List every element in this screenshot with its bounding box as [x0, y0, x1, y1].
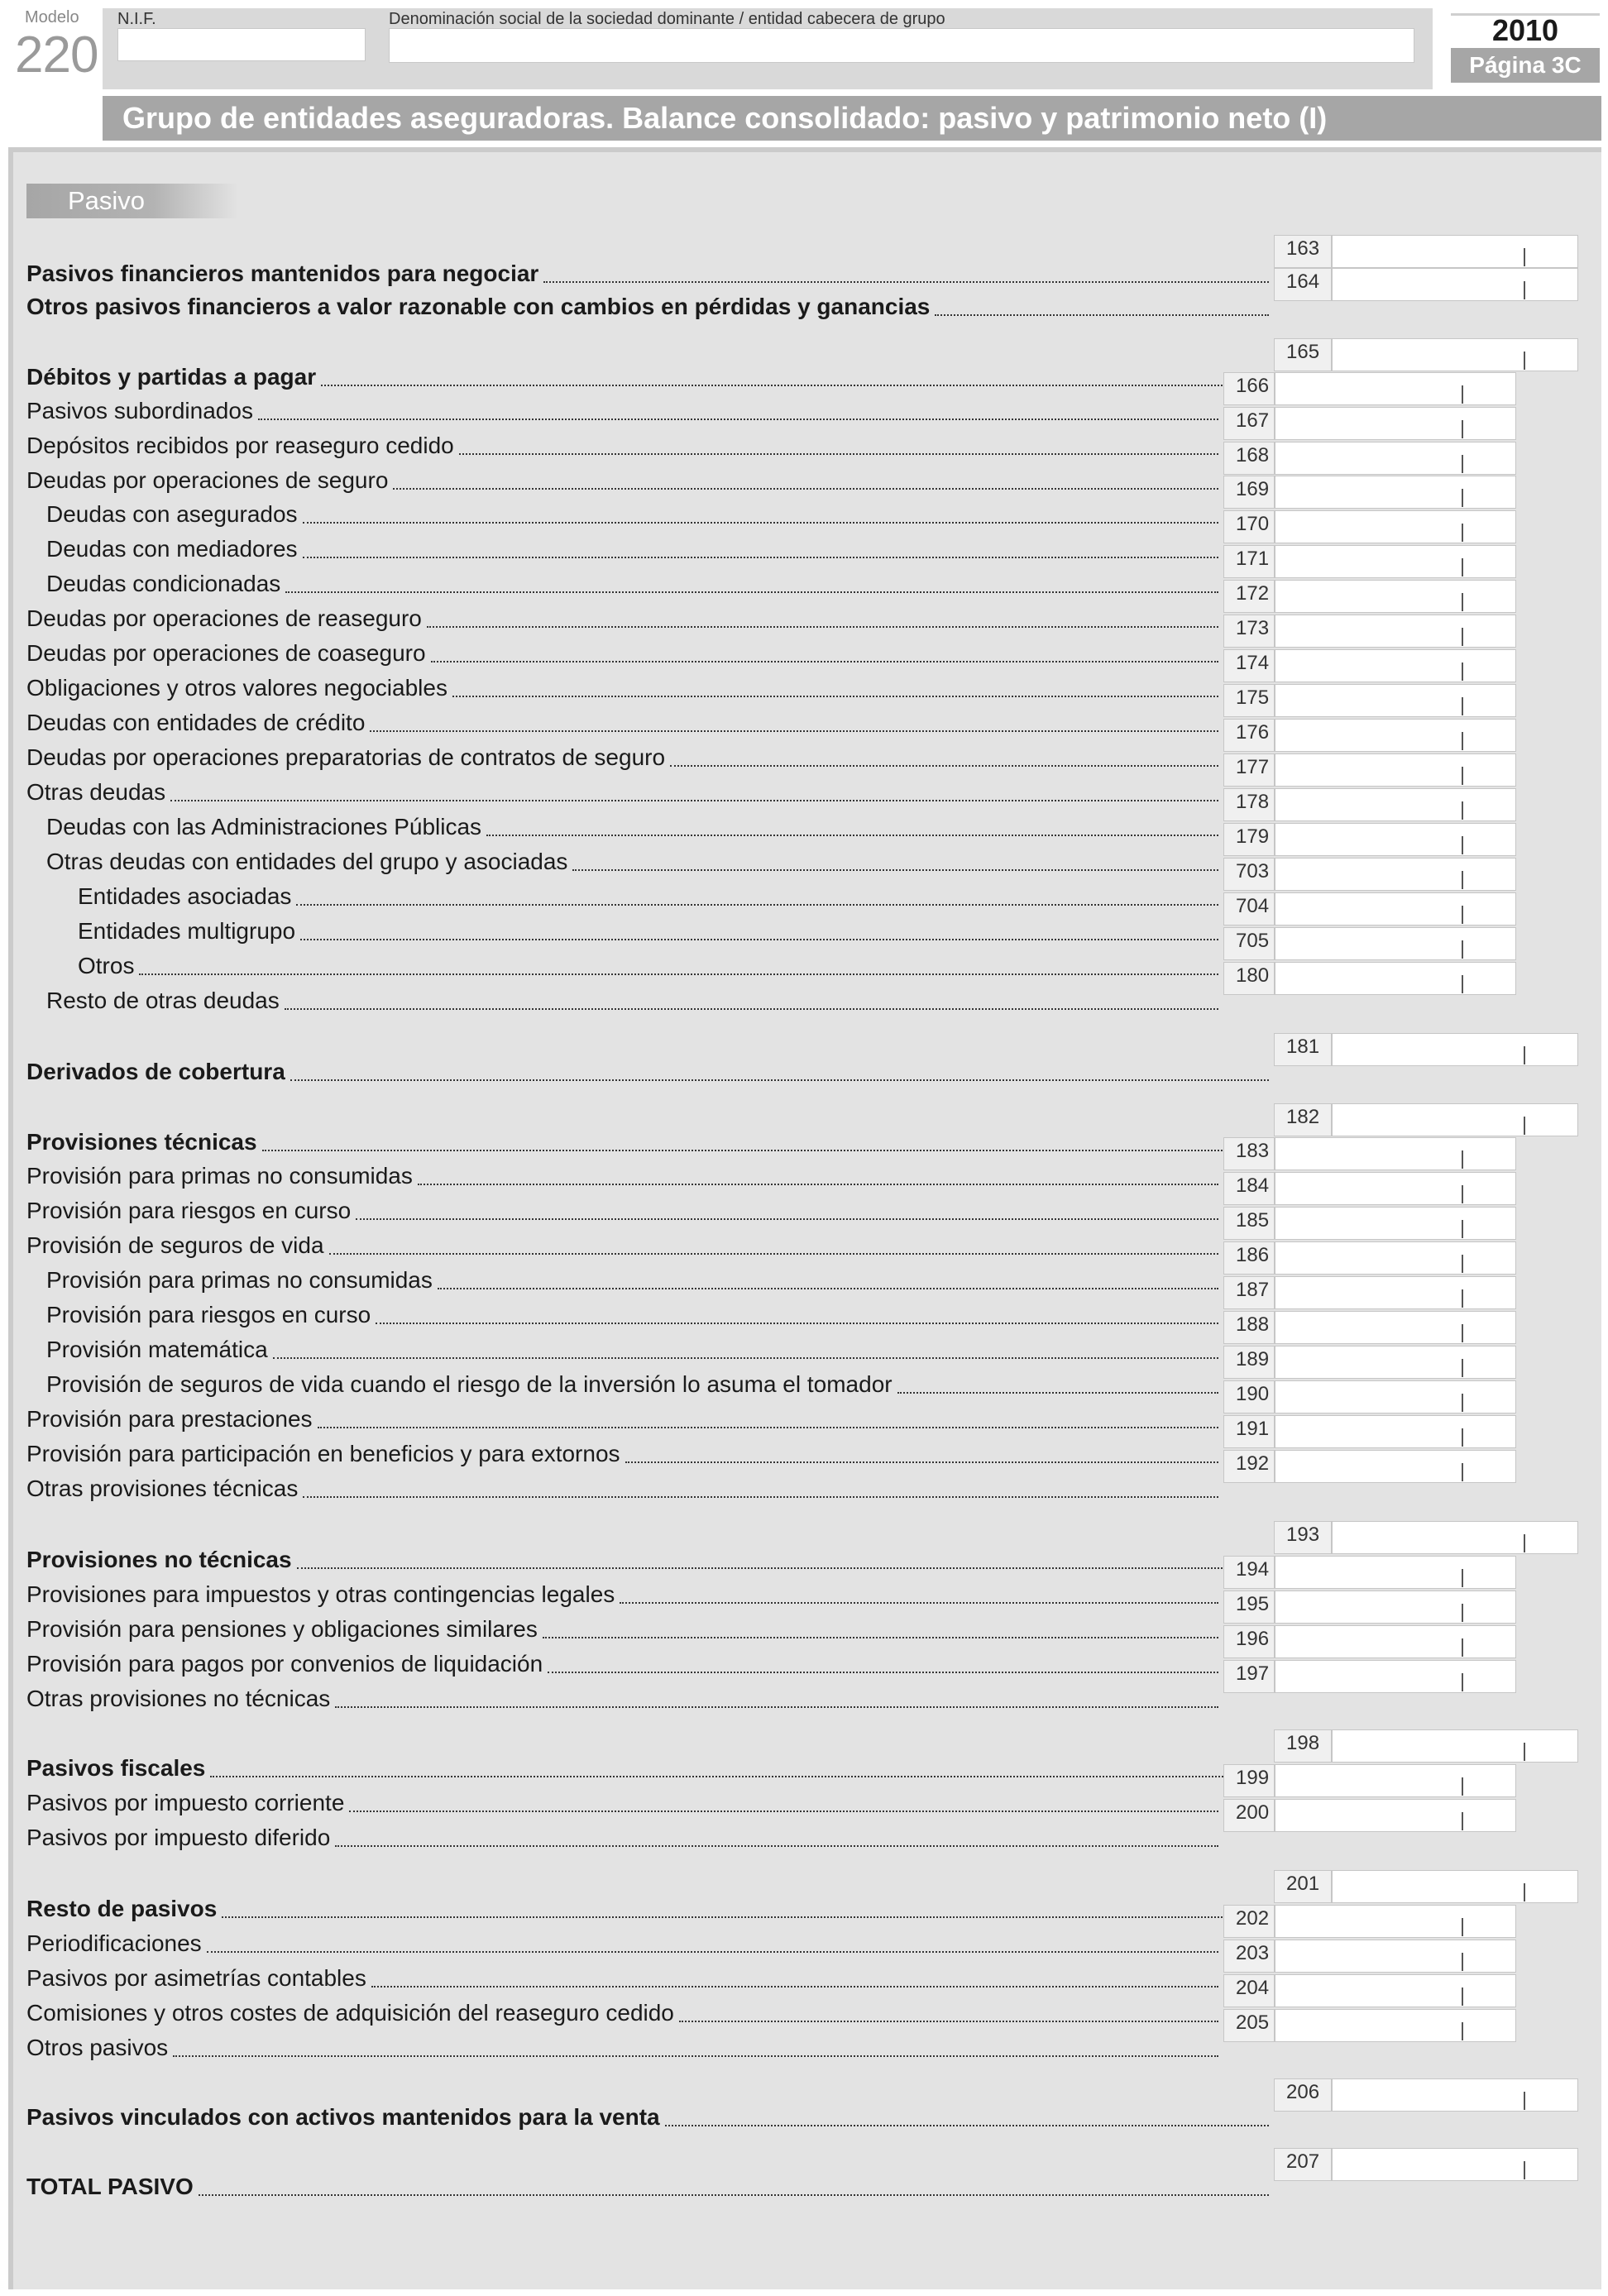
company-name-label: Denominación social de la sociedad dominante / entidad cabecera de grupo: [389, 10, 945, 28]
row-label-202: Periodificaciones: [26, 1930, 202, 1956]
dot-leader-197: [335, 1706, 1218, 1708]
decimal-separator-174: [1462, 662, 1463, 681]
row-label-195: Provisión para pensiones y obligaciones similares: [26, 1616, 538, 1642]
amount-field-190[interactable]: [1275, 1380, 1516, 1413]
amount-field-191[interactable]: [1275, 1415, 1516, 1448]
amount-field-183[interactable]: [1275, 1137, 1516, 1170]
dot-leader-173: [431, 661, 1218, 662]
dot-leader-176: [670, 765, 1218, 767]
amount-field-198[interactable]: [1332, 1729, 1578, 1763]
row-label-170: Deudas con mediadores: [46, 536, 298, 562]
box-code-194: 194: [1223, 1556, 1275, 1589]
dot-leader-194: [620, 1602, 1218, 1604]
row-label-201: Resto de pasivos: [26, 1896, 218, 1921]
dot-leader-195: [543, 1637, 1218, 1638]
dot-leader-203: [371, 1986, 1218, 1987]
decimal-separator-171: [1462, 558, 1463, 576]
amount-field-704[interactable]: [1275, 892, 1516, 926]
row-label-199: Pasivos por impuesto corriente: [26, 1790, 345, 1815]
box-code-175: 175: [1223, 684, 1275, 717]
box-code-205: 205: [1223, 2009, 1275, 2042]
decimal-separator-177: [1462, 767, 1463, 785]
decimal-separator-165: [1524, 352, 1525, 370]
row-label-191: Provisión para participación en beneficios y para extornos: [26, 1441, 620, 1466]
dot-leader-174: [452, 696, 1218, 697]
box-code-178: 178: [1223, 788, 1275, 821]
decimal-separator-186: [1462, 1255, 1463, 1273]
decimal-separator-201: [1524, 1883, 1525, 1901]
amount-field-187[interactable]: [1275, 1276, 1516, 1309]
amount-field-197[interactable]: [1275, 1660, 1516, 1693]
amount-field-192[interactable]: [1275, 1450, 1516, 1483]
row-label-194: Provisiones para impuestos y otras contingencias legales: [26, 1581, 615, 1607]
row-label-173: Deudas por operaciones de coaseguro: [26, 640, 426, 666]
amount-field-203[interactable]: [1275, 1940, 1516, 1973]
row-label-205: Otros pasivos: [26, 2035, 169, 2060]
decimal-separator-206: [1524, 2092, 1525, 2110]
amount-field-193[interactable]: [1332, 1521, 1578, 1554]
dot-leader-207: [199, 2194, 1269, 2196]
box-code-703: 703: [1223, 858, 1275, 891]
dot-leader-164: [935, 314, 1269, 316]
box-code-169: 169: [1223, 476, 1275, 509]
dot-leader-177: [170, 800, 1218, 801]
amount-field-185[interactable]: [1275, 1207, 1516, 1240]
dot-leader-190: [318, 1427, 1218, 1428]
decimal-separator-175: [1462, 697, 1463, 715]
decimal-separator-182: [1524, 1117, 1525, 1135]
amount-field-181[interactable]: [1332, 1033, 1578, 1066]
dot-leader-179: [572, 869, 1218, 871]
box-code-196: 196: [1223, 1625, 1275, 1658]
decimal-separator-194: [1462, 1569, 1463, 1587]
page-title: Grupo de entidades aseguradoras. Balance consolidado: pasivo y patrimonio neto (I): [103, 96, 1601, 141]
dot-leader-183: [418, 1184, 1218, 1185]
row-label-203: Pasivos por asimetrías contables: [26, 1965, 366, 1991]
box-code-180: 180: [1223, 962, 1275, 995]
amount-field-175[interactable]: [1275, 684, 1516, 717]
dot-leader-192: [303, 1496, 1218, 1498]
box-code-188: 188: [1223, 1311, 1275, 1344]
dot-leader-187: [376, 1323, 1218, 1324]
box-code-168: 168: [1223, 442, 1275, 475]
box-code-705: 705: [1223, 927, 1275, 960]
amount-field-200[interactable]: [1275, 1799, 1516, 1832]
row-label-197: Otras provisiones no técnicas: [26, 1686, 331, 1711]
box-code-165: 165: [1274, 338, 1332, 371]
decimal-separator-176: [1462, 732, 1463, 750]
decimal-separator-167: [1462, 420, 1463, 438]
box-code-177: 177: [1223, 753, 1275, 787]
company-name-field[interactable]: [389, 28, 1414, 63]
amount-field-178[interactable]: [1275, 788, 1516, 821]
row-label-166: Pasivos subordinados: [26, 398, 253, 423]
row-label-186: Provisión para primas no consumidas: [46, 1267, 433, 1293]
decimal-separator-202: [1462, 1918, 1463, 1936]
decimal-separator-180: [1462, 975, 1463, 993]
box-code-197: 197: [1223, 1660, 1275, 1693]
box-code-191: 191: [1223, 1415, 1275, 1448]
dot-leader-180: [285, 1008, 1218, 1010]
row-label-188: Provisión matemática: [46, 1337, 268, 1362]
row-label-190: Provisión para prestaciones: [26, 1406, 313, 1432]
page-badge: Página 3C: [1451, 48, 1600, 83]
amount-field-164[interactable]: [1332, 268, 1578, 301]
decimal-separator-704: [1462, 906, 1463, 924]
row-label-182: Provisiones técnicas: [26, 1129, 257, 1155]
box-code-187: 187: [1223, 1276, 1275, 1309]
box-code-202: 202: [1223, 1905, 1275, 1938]
row-label-183: Provisión para primas no consumidas: [26, 1163, 413, 1189]
row-label-705: Otros: [78, 953, 135, 978]
amount-field-195[interactable]: [1275, 1590, 1516, 1624]
row-label-177: Otras deudas: [26, 779, 166, 805]
decimal-separator-187: [1462, 1289, 1463, 1308]
row-label-187: Provisión para riesgos en curso: [46, 1302, 371, 1327]
dot-leader-175: [370, 730, 1218, 732]
box-code-195: 195: [1223, 1590, 1275, 1624]
row-label-189: Provisión de seguros de vida cuando el riesgo de la inversión lo asuma el tomador: [46, 1371, 893, 1397]
amount-field-196[interactable]: [1275, 1625, 1516, 1658]
dot-leader-185: [329, 1253, 1218, 1255]
box-code-186: 186: [1223, 1241, 1275, 1275]
dot-leader-167: [459, 453, 1218, 455]
dot-leader-172: [427, 626, 1218, 628]
box-code-166: 166: [1223, 372, 1275, 405]
dot-leader-705: [139, 973, 1218, 975]
amount-field-202[interactable]: [1275, 1905, 1516, 1938]
dot-leader-169: [303, 522, 1218, 524]
dot-leader-200: [335, 1845, 1218, 1847]
box-code-200: 200: [1223, 1799, 1275, 1832]
year-badge: 2010: [1451, 13, 1600, 45]
decimal-separator-164: [1524, 281, 1525, 299]
row-label-185: Provisión de seguros de vida: [26, 1232, 324, 1258]
box-code-704: 704: [1223, 892, 1275, 926]
amount-field-705[interactable]: [1275, 927, 1516, 960]
box-code-183: 183: [1223, 1137, 1275, 1170]
dot-leader-184: [356, 1218, 1218, 1220]
row-label-179: Otras deudas con entidades del grupo y asociadas: [46, 849, 568, 874]
dot-leader-196: [548, 1672, 1218, 1673]
row-label-206: Pasivos vinculados con activos mantenidos para la venta: [26, 2104, 660, 2130]
amount-field-189[interactable]: [1275, 1346, 1516, 1379]
dot-leader-198: [210, 1776, 1269, 1777]
amount-field-163[interactable]: [1332, 235, 1578, 268]
decimal-separator-179: [1462, 836, 1463, 854]
nif-field[interactable]: [117, 28, 366, 61]
amount-field-176[interactable]: [1275, 719, 1516, 752]
row-label-200: Pasivos por impuesto diferido: [26, 1825, 331, 1850]
row-label-178: Deudas con las Administraciones Públicas: [46, 814, 482, 839]
box-code-189: 189: [1223, 1346, 1275, 1379]
amount-field-207[interactable]: [1332, 2148, 1578, 2181]
header-box: [103, 8, 1433, 89]
amount-field-179[interactable]: [1275, 823, 1516, 856]
row-label-193: Provisiones no técnicas: [26, 1547, 292, 1572]
decimal-separator-196: [1462, 1638, 1463, 1657]
amount-field-169[interactable]: [1275, 476, 1516, 509]
decimal-separator-163: [1524, 248, 1525, 266]
amount-field-186[interactable]: [1275, 1241, 1516, 1275]
decimal-separator-185: [1462, 1220, 1463, 1238]
box-code-181: 181: [1274, 1033, 1332, 1066]
decimal-separator-170: [1462, 524, 1463, 542]
amount-field-171[interactable]: [1275, 545, 1516, 578]
dot-leader-166: [258, 419, 1218, 420]
amount-field-703[interactable]: [1275, 858, 1516, 891]
amount-field-177[interactable]: [1275, 753, 1516, 787]
box-code-179: 179: [1223, 823, 1275, 856]
row-label-204: Comisiones y otros costes de adquisición del reaseguro cedido: [26, 2000, 674, 2026]
box-code-172: 172: [1223, 580, 1275, 613]
row-label-184: Provisión para riesgos en curso: [26, 1198, 352, 1223]
box-code-170: 170: [1223, 510, 1275, 543]
box-code-199: 199: [1223, 1764, 1275, 1797]
decimal-separator-200: [1462, 1812, 1463, 1830]
amount-field-188[interactable]: [1275, 1311, 1516, 1344]
row-label-704: Entidades multigrupo: [78, 918, 296, 944]
dot-leader-202: [207, 1951, 1218, 1953]
amount-field-168[interactable]: [1275, 442, 1516, 475]
amount-field-170[interactable]: [1275, 510, 1516, 543]
dot-leader-193: [297, 1567, 1269, 1569]
box-code-206: 206: [1274, 2078, 1332, 2112]
row-label-168: Deudas por operaciones de seguro: [26, 467, 389, 493]
dot-leader-165: [321, 385, 1269, 386]
decimal-separator-189: [1462, 1359, 1463, 1377]
amount-field-205[interactable]: [1275, 2009, 1516, 2042]
decimal-separator-203: [1462, 1953, 1463, 1971]
box-code-193: 193: [1274, 1521, 1332, 1554]
decimal-separator-192: [1462, 1463, 1463, 1481]
amount-field-194[interactable]: [1275, 1556, 1516, 1589]
row-label-175: Deudas con entidades de crédito: [26, 710, 366, 735]
amount-field-184[interactable]: [1275, 1172, 1516, 1205]
row-label-196: Provisión para pagos por convenios de liquidación: [26, 1651, 543, 1677]
amount-field-206[interactable]: [1332, 2078, 1578, 2112]
row-label-207: TOTAL PASIVO: [26, 2174, 194, 2199]
amount-field-199[interactable]: [1275, 1764, 1516, 1797]
decimal-separator-199: [1462, 1777, 1463, 1796]
decimal-separator-181: [1524, 1046, 1525, 1064]
amount-field-201[interactable]: [1332, 1870, 1578, 1903]
row-label-164: Otros pasivos financieros a valor razonable con cambios en pérdidas y ganancias: [26, 294, 931, 319]
decimal-separator-205: [1462, 2022, 1463, 2040]
box-code-182: 182: [1274, 1103, 1332, 1136]
row-label-171: Deudas condicionadas: [46, 571, 281, 596]
dot-leader-201: [222, 1916, 1269, 1918]
dot-leader-704: [300, 939, 1218, 940]
row-label-163: Pasivos financieros mantenidos para negociar: [26, 261, 539, 286]
decimal-separator-188: [1462, 1324, 1463, 1342]
row-label-198: Pasivos fiscales: [26, 1755, 206, 1781]
amount-field-172[interactable]: [1275, 580, 1516, 613]
box-code-167: 167: [1223, 407, 1275, 440]
dot-leader-170: [303, 557, 1218, 558]
nif-label: N.I.F.: [117, 10, 156, 28]
dot-leader-189: [897, 1392, 1218, 1394]
dot-leader-703: [296, 904, 1218, 906]
dot-leader-199: [349, 1810, 1218, 1812]
box-code-192: 192: [1223, 1450, 1275, 1483]
modelo-label: Modelo: [25, 8, 79, 26]
decimal-separator-705: [1462, 940, 1463, 959]
row-label-181: Derivados de cobertura: [26, 1059, 285, 1084]
box-code-198: 198: [1274, 1729, 1332, 1763]
row-label-172: Deudas por operaciones de reaseguro: [26, 605, 422, 631]
amount-field-174[interactable]: [1275, 649, 1516, 682]
dot-leader-182: [262, 1150, 1269, 1151]
decimal-separator-190: [1462, 1394, 1463, 1412]
box-code-203: 203: [1223, 1940, 1275, 1973]
decimal-separator-193: [1524, 1534, 1525, 1552]
dot-leader-206: [665, 2125, 1269, 2126]
row-label-169: Deudas con asegurados: [46, 501, 298, 527]
box-code-190: 190: [1223, 1380, 1275, 1413]
dot-leader-188: [273, 1357, 1218, 1359]
modelo-number: 220: [15, 26, 98, 84]
dot-leader-181: [290, 1079, 1269, 1081]
amount-field-180[interactable]: [1275, 962, 1516, 995]
row-label-176: Deudas por operaciones preparatorias de contratos de seguro: [26, 744, 666, 770]
box-code-207: 207: [1274, 2148, 1332, 2181]
decimal-separator-172: [1462, 593, 1463, 611]
amount-field-173[interactable]: [1275, 615, 1516, 648]
amount-field-166[interactable]: [1275, 372, 1516, 405]
box-code-176: 176: [1223, 719, 1275, 752]
decimal-separator-168: [1462, 455, 1463, 473]
decimal-separator-173: [1462, 628, 1463, 646]
row-label-180: Resto de otras deudas: [46, 988, 280, 1013]
decimal-separator-183: [1462, 1150, 1463, 1169]
amount-field-204[interactable]: [1275, 1974, 1516, 2007]
dot-leader-178: [486, 835, 1218, 836]
dot-leader-168: [393, 488, 1218, 490]
decimal-separator-178: [1462, 801, 1463, 820]
dot-leader-191: [625, 1461, 1218, 1463]
dot-leader-171: [285, 591, 1218, 593]
decimal-separator-703: [1462, 871, 1463, 889]
decimal-separator-207: [1524, 2161, 1525, 2179]
box-code-174: 174: [1223, 649, 1275, 682]
box-code-171: 171: [1223, 545, 1275, 578]
decimal-separator-198: [1524, 1743, 1525, 1761]
amount-field-167[interactable]: [1275, 407, 1516, 440]
dot-leader-186: [438, 1288, 1218, 1289]
box-code-164: 164: [1274, 268, 1332, 301]
amount-field-182[interactable]: [1332, 1103, 1578, 1136]
box-code-201: 201: [1274, 1870, 1332, 1903]
decimal-separator-195: [1462, 1604, 1463, 1622]
row-label-192: Otras provisiones técnicas: [26, 1476, 299, 1501]
box-code-163: 163: [1274, 235, 1332, 268]
dot-leader-205: [173, 2055, 1218, 2057]
decimal-separator-197: [1462, 1673, 1463, 1691]
section-title-pasivo: Pasivo: [26, 184, 238, 218]
decimal-separator-204: [1462, 1987, 1463, 2006]
box-code-185: 185: [1223, 1207, 1275, 1240]
row-label-165: Débitos y partidas a pagar: [26, 364, 317, 390]
box-code-173: 173: [1223, 615, 1275, 648]
decimal-separator-184: [1462, 1185, 1463, 1203]
decimal-separator-191: [1462, 1428, 1463, 1447]
row-label-703: Entidades asociadas: [78, 883, 292, 909]
dot-leader-204: [679, 2021, 1218, 2022]
decimal-separator-166: [1462, 385, 1463, 404]
amount-field-165[interactable]: [1332, 338, 1578, 371]
row-label-174: Obligaciones y otros valores negociables: [26, 675, 447, 701]
row-label-167: Depósitos recibidos por reaseguro cedido: [26, 433, 454, 458]
box-code-204: 204: [1223, 1974, 1275, 2007]
dot-leader-163: [543, 281, 1269, 283]
box-code-184: 184: [1223, 1172, 1275, 1205]
decimal-separator-169: [1462, 489, 1463, 507]
